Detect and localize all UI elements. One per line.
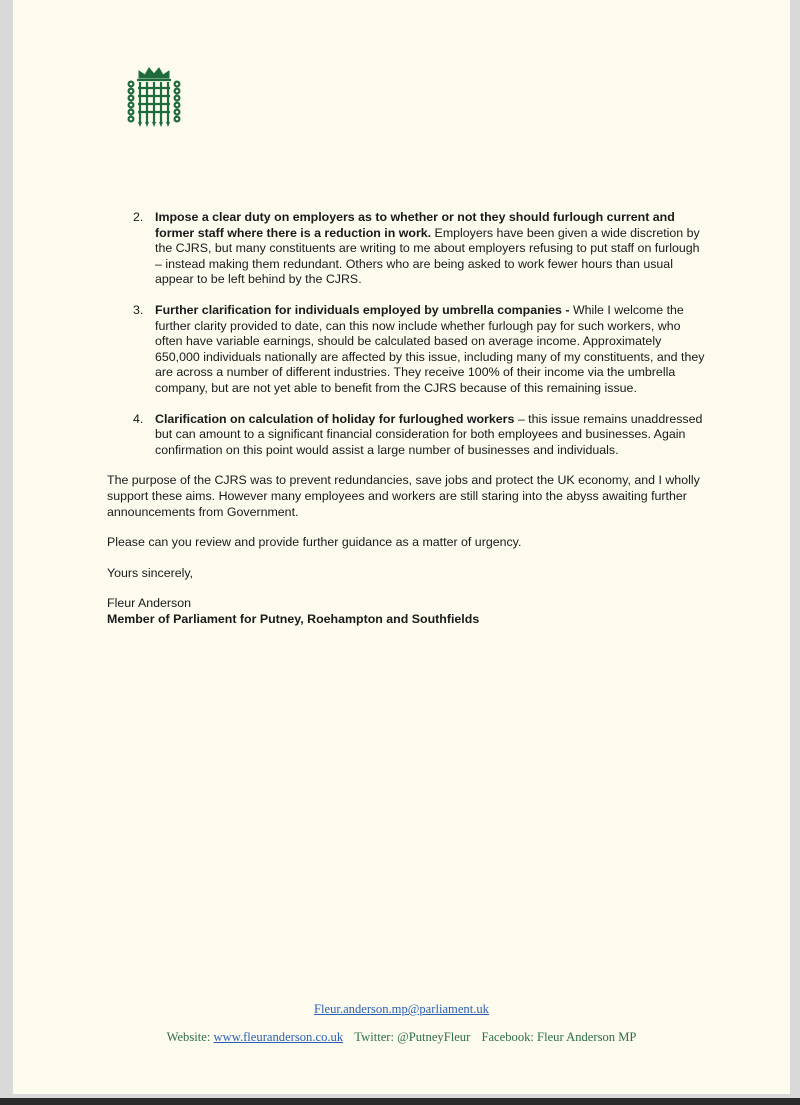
letter-page [13,0,790,1094]
list-number: 2. [133,210,144,224]
signoff: Yours sincerely, [107,565,194,580]
website-info [167,1030,347,1044]
signature-title: Member of Parliament for Putney, Roehampton and Southfields [107,611,480,626]
list-item [107,303,707,397]
list-item [107,412,707,459]
portcullis-icon [125,64,183,130]
point-heading: Further clarification for individuals employed by umbrella companies - [155,302,570,317]
point-text: While I welcome the further clarity provided to date, can this now include whether furlough pay for such workers, who often have variable earnings, should be calculated based on average income. Approximately 650,000 individuals nationally are affected by this issue, including many of my constituents, and they are across a number of different industries. They receive 100% of their income via the umbrella company, but are not yet able to benefit from the CJRS because of this remaining issue. [155,302,705,395]
facebook-page: Facebook: Fleur Anderson MP [481,1030,637,1044]
request-list [107,210,707,458]
list-number: 4. [133,411,144,426]
point-heading: Clarification on calculation of holiday for furloughed workers [155,411,515,426]
point-text: Employers have been given a wide discretion by the CJRS, but many constituents are writing to me about employers refusing to put staff on furlough – instead making them redundant. Others who are being asked to work fewer hours than usual appear to be left behind by the CJRS. [155,225,700,287]
point-text: – this issue remains unaddressed but can amount to a significant financial consideration for both employees and businesses. Again confirmation on this point would assist a large number of businesses and individuals. [155,411,703,457]
footer-email-line [13,1002,790,1017]
list-item [107,210,707,288]
window-bottom-edge [0,1098,800,1105]
point-heading: Impose a clear duty on employers as to whether or not they should furlough current and former staff where there is a reduction in work. [155,210,675,240]
website-link[interactable]: www.fleuranderson.co.uk [213,1030,344,1044]
website-label: Website: [166,1030,211,1044]
request-paragraph: Please can you review and provide further guidance as a matter of urgency. [107,535,522,550]
email-link[interactable]: Fleur.anderson.mp@parliament.uk [314,1002,489,1016]
footer-links-line [13,1030,790,1045]
signature-name: Fleur Anderson [107,596,192,611]
letter-body [107,210,707,627]
purpose-paragraph: The purpose of the CJRS was to prevent redundancies, save jobs and protect the UK economy, and I wholly support these aims. However many employees and workers are still staring into the abyss awaiting further announcements from Government. [107,473,700,519]
twitter-handle: Twitter: @PutneyFleur [354,1030,471,1044]
list-number: 3. [133,302,144,317]
